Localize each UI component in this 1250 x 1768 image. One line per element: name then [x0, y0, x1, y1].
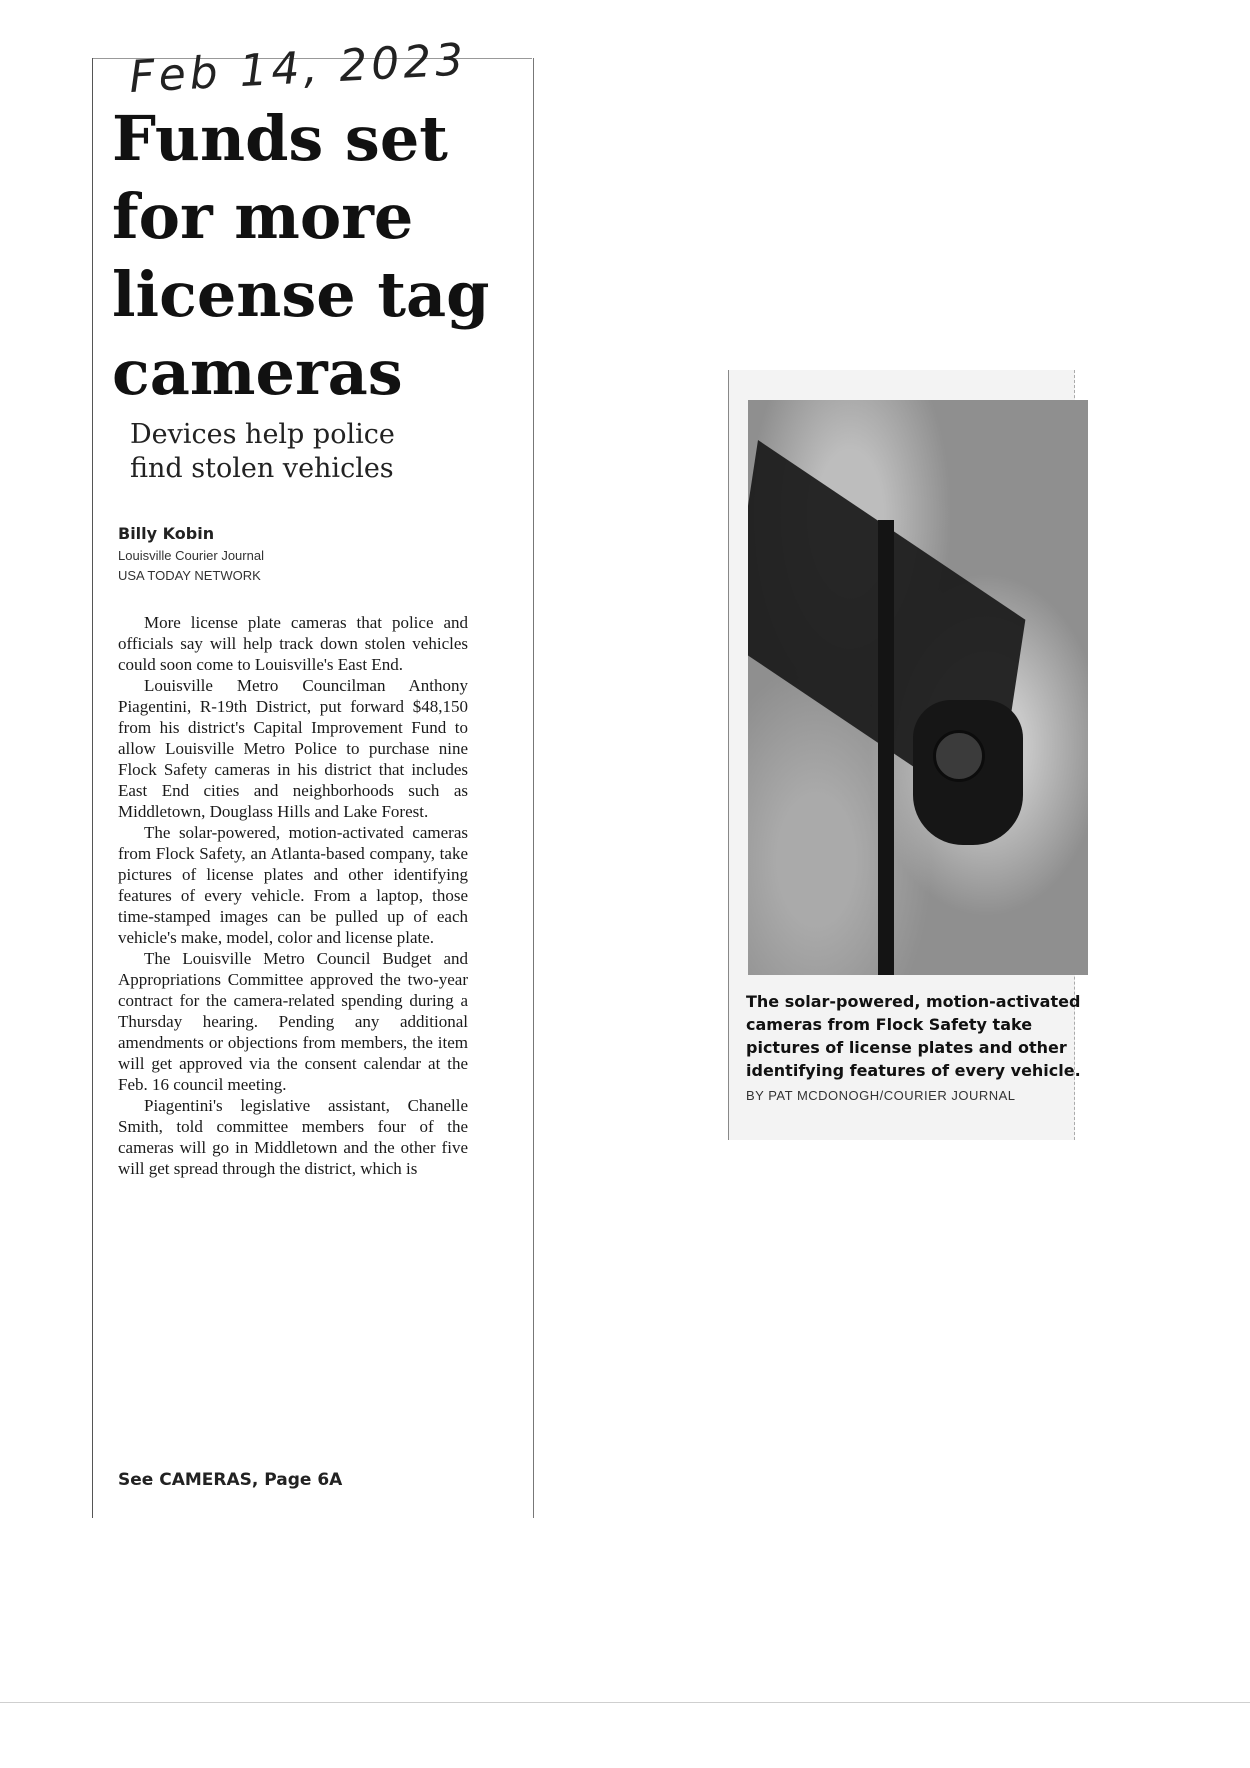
pole-shape [878, 520, 894, 975]
paragraph: The solar-powered, motion-activated cameras from Flock Safety, an Atlanta-based company, take pictures of license plates and other identifying features of every vehicle. From a laptop, those time-stamped images can be pulled up of each vehicle's make, model, color and license plate. [118, 823, 468, 947]
scan-edge-line [0, 1702, 1250, 1703]
paragraph: The Louisville Metro Council Budget and Appropriations Committee approved the two-year contract for the camera-related spending during a Thursday hearing. Pending any additional amendments or objections from members, the item will get approved via the consent calendar at the Feb. 16 council meeting. [118, 949, 468, 1094]
affiliation-network: USA TODAY NETWORK [118, 568, 261, 583]
handwritten-date: Feb 14, 2023 [128, 34, 469, 103]
paragraph: Piagentini's legislative assistant, Chanelle Smith, told committee members four of the cameras will go in Middletown and the other five will get spread through the district, which is [118, 1096, 468, 1178]
paragraph: More license plate cameras that police and officials say will help track down stolen vehicles could soon come to Louisville's East End. [118, 613, 468, 674]
headline: Funds set for more license tag cameras [112, 102, 490, 409]
affiliation-publication: Louisville Courier Journal [118, 548, 264, 563]
paragraph: Louisville Metro Councilman Anthony Piagentini, R-19th District, put forward $48,150 from his district's Capital Improvement Fund to allow Louisville Metro Police to purchase nine Flock Safety cameras in his district that includes East End cities and neighborhoods such as Middletown, Douglass Hills and Lake Forest. [118, 676, 468, 821]
photo-credit: BY PAT MCDONOGH/COURIER JOURNAL [746, 1088, 1016, 1103]
photo-caption: The solar-powered, motion-activated cameras from Flock Safety take pictures of license plates and other identifying features of every vehicle. [746, 992, 1081, 1080]
article-body [118, 612, 468, 1179]
camera-photo [748, 400, 1088, 975]
byline: Billy Kobin [118, 524, 215, 543]
camera-lens-shape [933, 730, 985, 782]
subheadline: Devices help police find stolen vehicles [130, 419, 395, 484]
jump-line: See CAMERAS, Page 6A [118, 1470, 343, 1490]
